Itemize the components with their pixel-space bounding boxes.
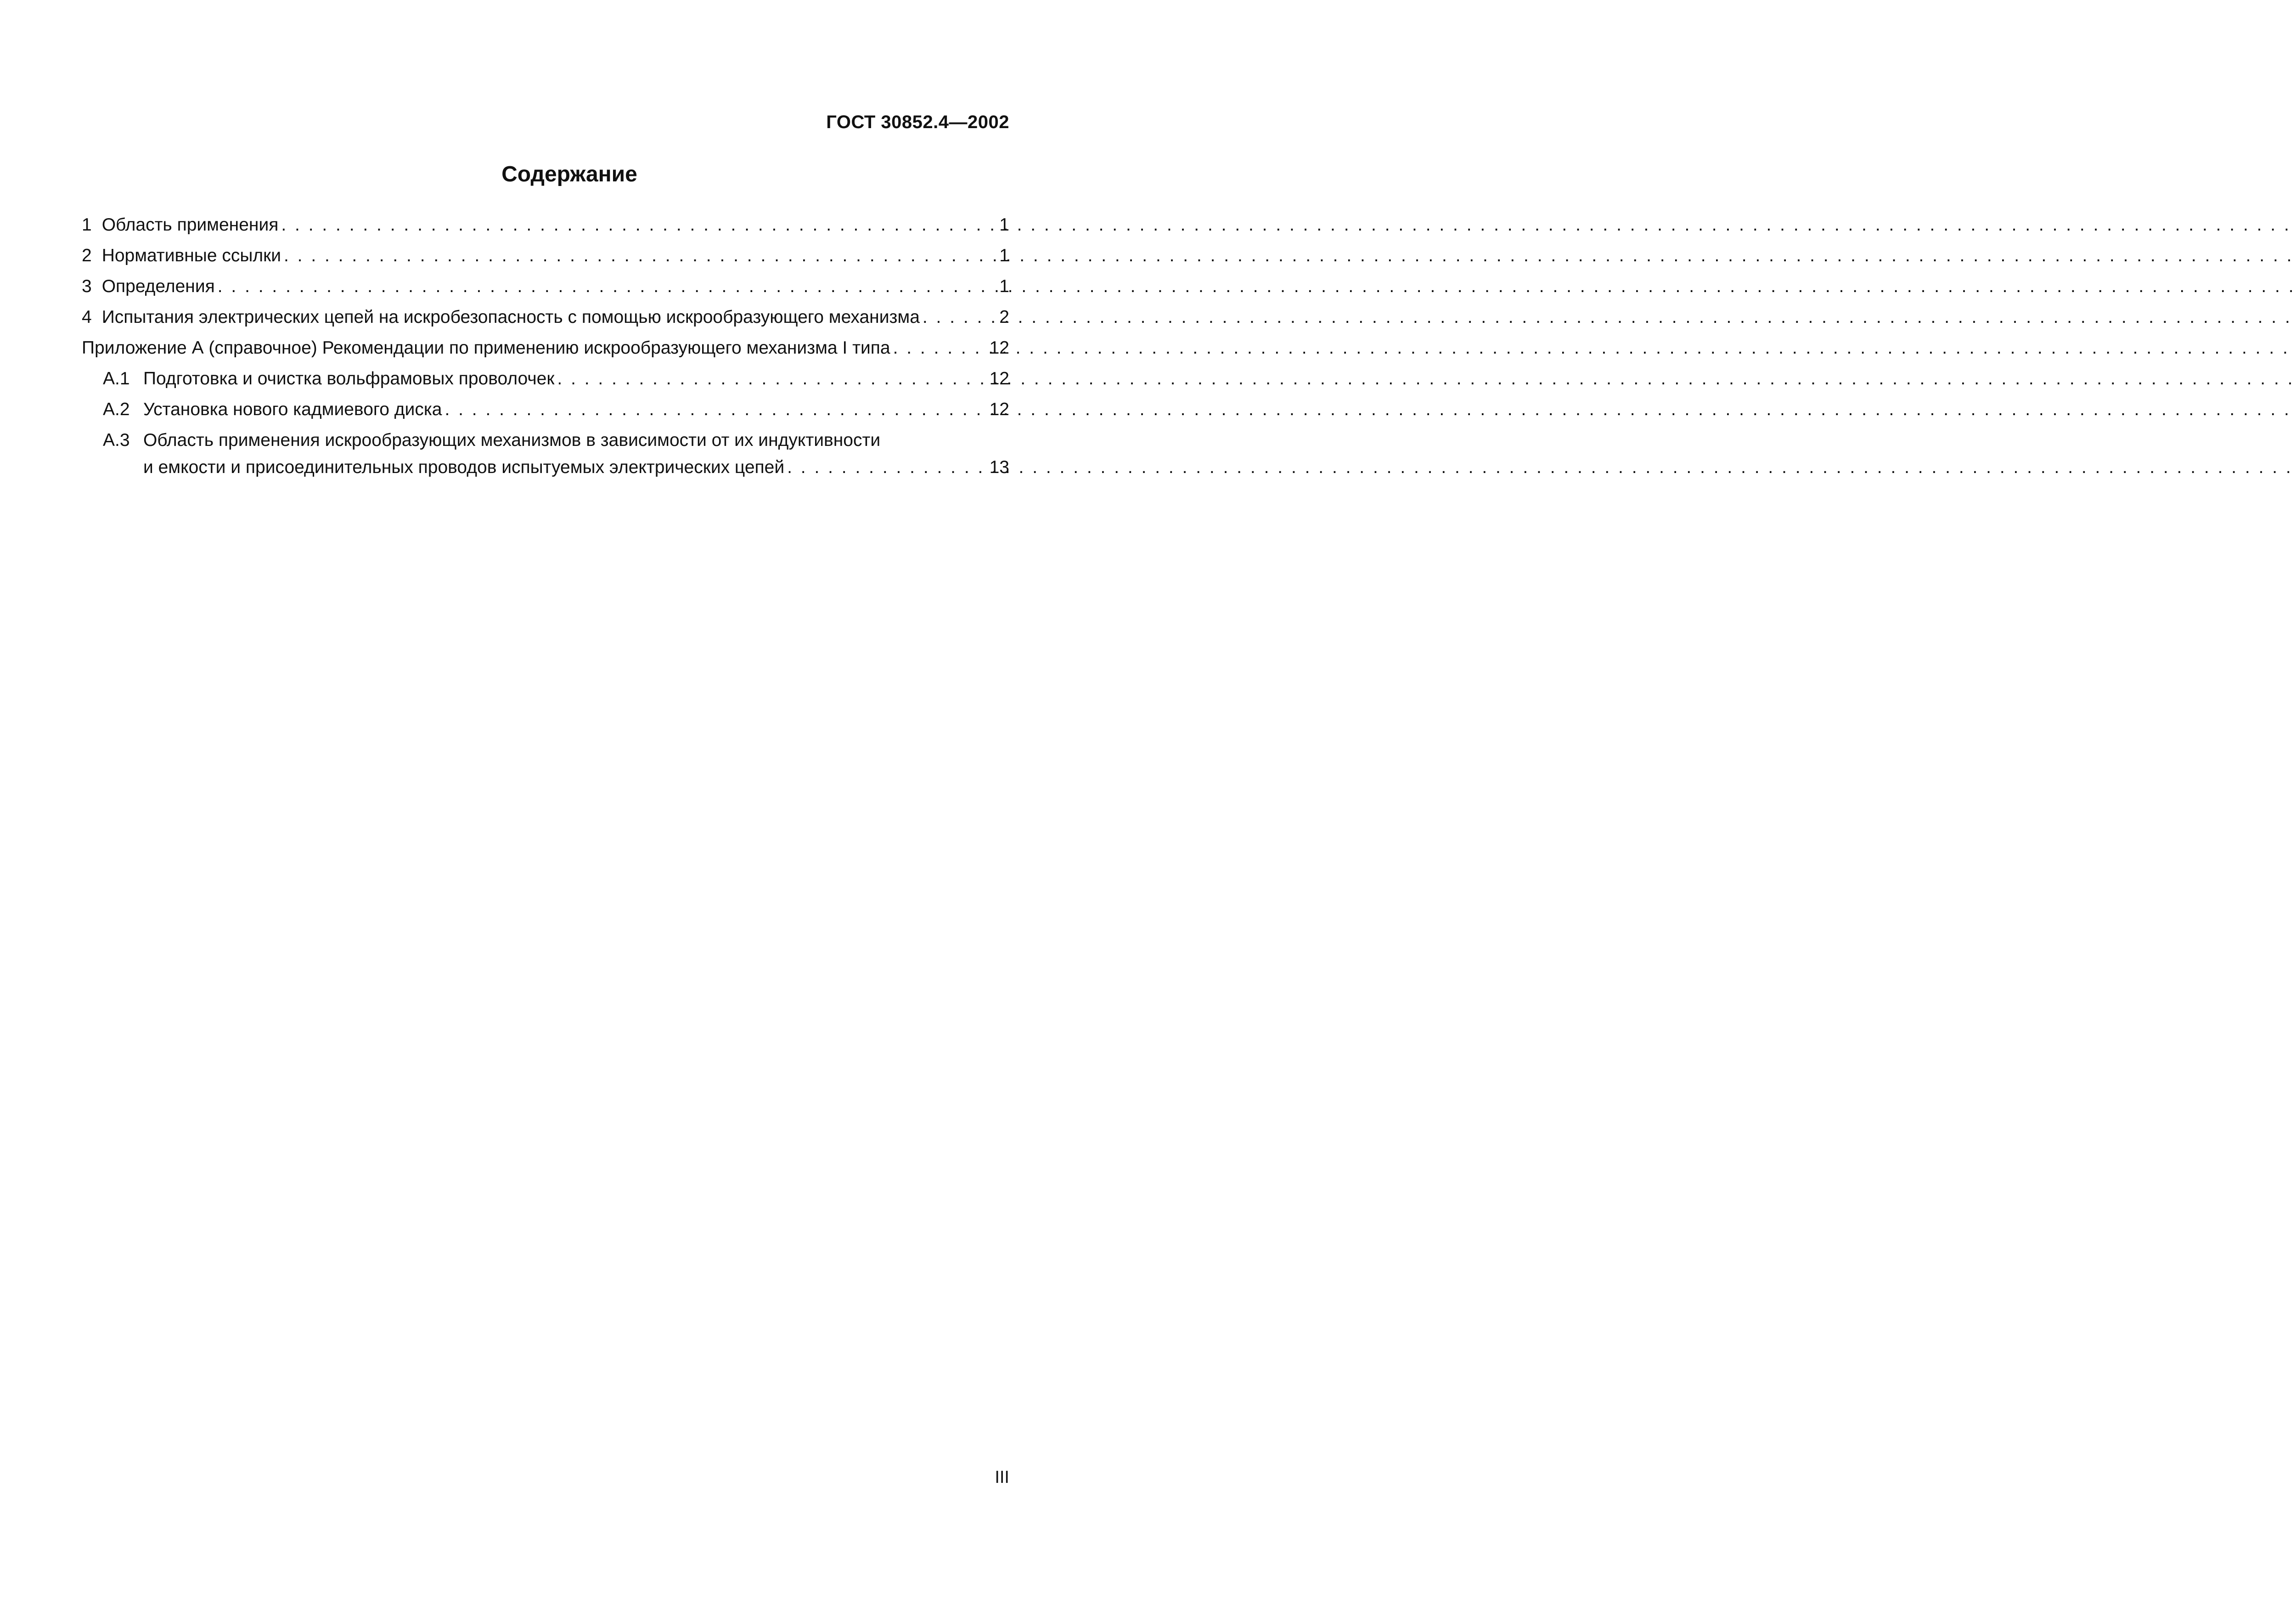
toc-entry-a2[interactable] bbox=[82, 394, 1009, 425]
toc-entry-page: 12 bbox=[989, 338, 1009, 358]
toc-entry-2[interactable] bbox=[82, 240, 1009, 271]
toc-entry-number: А.1 bbox=[103, 369, 130, 389]
toc-title: Содержание bbox=[501, 162, 637, 186]
toc-leader-dots bbox=[923, 302, 995, 332]
toc-entry-page: 12 bbox=[989, 400, 1009, 419]
toc-leader-dots bbox=[284, 240, 995, 271]
toc-entry-text: Подготовка и очистка вольфрамовых проволочек bbox=[143, 369, 555, 389]
toc-entry-text: Определения bbox=[101, 276, 215, 296]
toc-entry-page: 2 bbox=[999, 307, 1009, 327]
toc-entry-text: Установка нового кадмиевого диска bbox=[143, 400, 442, 419]
toc-entry-a3[interactable] bbox=[82, 425, 1009, 483]
toc-entry-page: 1 bbox=[999, 215, 1009, 235]
toc-entry-4[interactable] bbox=[82, 302, 1009, 332]
toc-entry-number: А.2 bbox=[103, 400, 130, 419]
document-code: ГОСТ 30852.4—2002 bbox=[826, 112, 1009, 132]
toc-entry-text: Область применения bbox=[101, 215, 279, 235]
toc-entry-number: 4 bbox=[82, 307, 92, 327]
toc-entry-3[interactable] bbox=[82, 271, 1009, 302]
toc-entry-page: 1 bbox=[999, 246, 1009, 265]
toc-entry-number: 3 bbox=[82, 276, 92, 296]
toc-entry-appendix-a[interactable] bbox=[82, 332, 1009, 363]
page-number: III bbox=[995, 1468, 1009, 1487]
toc-entry-text: Область применения искрообразующих механизмов в зависимости от их индуктивности bbox=[143, 430, 881, 450]
toc-entry-1[interactable] bbox=[82, 209, 1009, 240]
toc-entry-number: А.3 bbox=[103, 430, 130, 450]
toc-entry-number: 1 bbox=[82, 215, 92, 235]
toc-entry-text: Приложение А (справочное) Рекомендации по применению искрообразующего механизма I типа bbox=[82, 338, 890, 358]
toc-entry-page: 12 bbox=[989, 369, 1009, 389]
toc-entry-text: Испытания электрических цепей на искробезопасность с помощью искрообразующего механизма bbox=[101, 307, 920, 327]
toc-entry-a1[interactable] bbox=[82, 363, 1009, 394]
toc-entry-page: 1 bbox=[999, 276, 1009, 296]
toc-leader-dots bbox=[893, 332, 985, 363]
toc-entry-page: 13 bbox=[989, 457, 1009, 477]
toc-entry-number: 2 bbox=[82, 246, 92, 265]
toc-leader-dots bbox=[281, 209, 995, 240]
toc-leader-dots bbox=[218, 271, 995, 302]
toc-leader-dots bbox=[787, 452, 985, 483]
toc-leader-dots bbox=[557, 363, 985, 394]
toc-leader-dots bbox=[445, 394, 985, 425]
table-of-contents bbox=[82, 209, 1009, 483]
toc-entry-text-continued: и емкости и присоединительных проводов испытуемых электрических цепей bbox=[143, 457, 785, 477]
toc-entry-text: Нормативные ссылки bbox=[101, 246, 281, 265]
